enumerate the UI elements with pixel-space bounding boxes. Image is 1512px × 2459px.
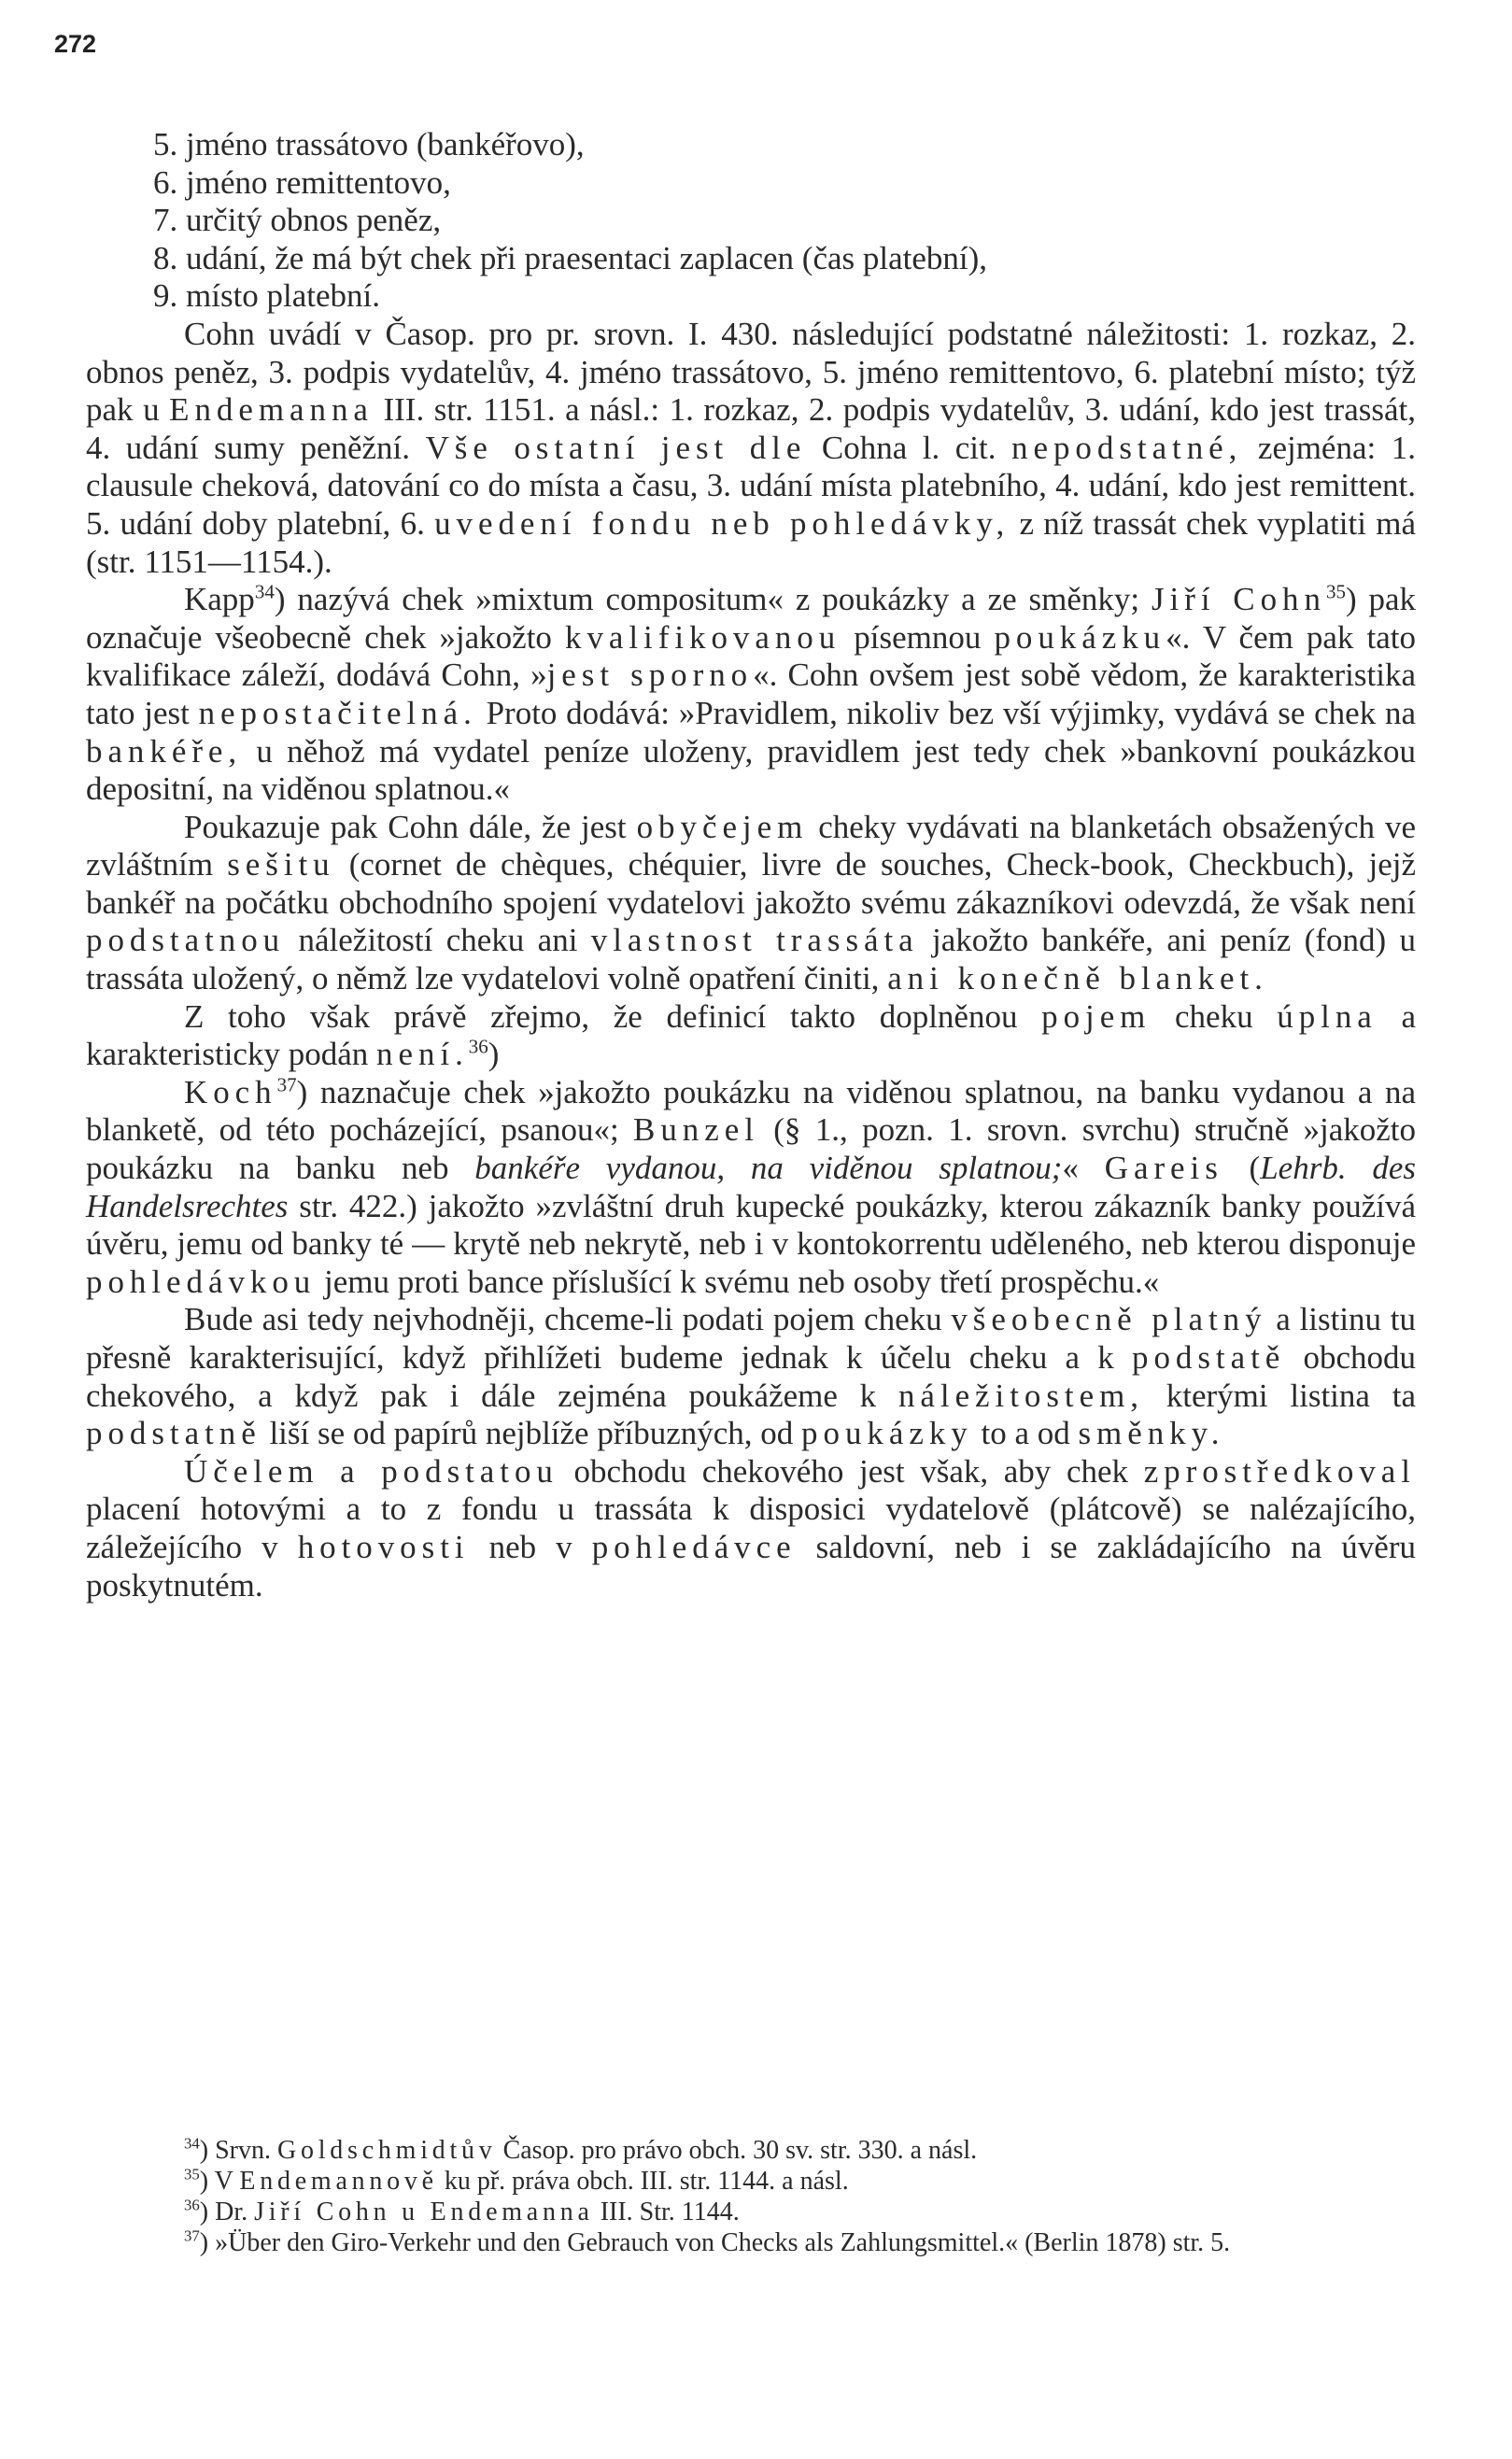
footnote-number: 37 [184, 2226, 200, 2245]
italic-text: Lehrb. des Handelsrechtes [86, 1150, 1417, 1224]
text-run: Kapp [184, 581, 255, 618]
spaced-text: Goldschmidtův [277, 2136, 497, 2165]
text-run: III. Str. 1144. [593, 2198, 740, 2226]
text-run: to a od [972, 1415, 1079, 1452]
text-run: obchodu chekového jest však, aby chek [558, 1452, 1144, 1490]
spaced-text: náležitostem, [897, 1377, 1144, 1414]
text-run: kterými listina ta [1143, 1377, 1416, 1414]
list-item: 9. místo platební. [153, 277, 381, 315]
spaced-text: Jiří Cohn u Endemanna [254, 2198, 594, 2226]
spaced-text: všeobecně platný [951, 1301, 1267, 1338]
text-run: ku př. práva obch. III. str. 1144. a násl. [437, 2167, 849, 2196]
text-run: písemnou [841, 618, 995, 656]
list-item: 7. určitý obnos peněz, [153, 202, 442, 239]
footnote [86, 2197, 1416, 2227]
spaced-text: pohledávce [591, 1528, 797, 1565]
spaced-text: Koch [184, 1073, 277, 1110]
text-run: náležitostí cheku ani [285, 922, 591, 959]
text-run: ) »Über den Giro-Verkehr und den Gebrauch von Checks als Zahlungsmittel.« (Berlin 1878) str. 5. [199, 2228, 1231, 2257]
text-run: ( [1222, 1150, 1261, 1187]
paragraph-purpose [86, 1453, 1416, 1604]
footnote-ref: 35 [1325, 580, 1346, 603]
text-run: z níž trassát chek vyplatiti má (str. 1151—1154.). [86, 504, 1416, 580]
text-run: jemu proti bance příslušící k svému neb osoby třetí prospěchu.« [316, 1263, 1160, 1300]
text-run: cheky vydávati na blanketách obsažených ve zvláštním [86, 808, 1416, 883]
spaced-text: hotovosti [297, 1528, 470, 1565]
spaced-text: podstatně [86, 1415, 261, 1452]
text-run: III. str. 1151. a násl.: 1. rozkaz, 2. podpis vydatelův, 3. udání, kdo jest trassát, 4. udání sumy peněžní. [86, 391, 1416, 466]
text-run: Proto dodává: »Pravidlem, nikoliv bez vší výjimky, vydává se chek na [476, 694, 1416, 731]
text-run: Z toho však právě zřejmo, že definicí takto doplněnou [184, 997, 1042, 1035]
spaced-text: bankéře, [86, 732, 243, 770]
text-run: liší se od papírů nejblíže příbuzných, od [261, 1415, 802, 1452]
spaced-text: jest sporno [546, 657, 754, 694]
footnote-ref: 34 [254, 580, 275, 603]
text-run: obchodu chekového, a když pak i dále zejména poukážeme k [86, 1339, 1416, 1414]
text-run: ) Dr. [199, 2198, 255, 2226]
spaced-text: směnky. [1078, 1415, 1225, 1452]
text-run: Poukazuje pak Cohn dále, že jest [184, 808, 637, 845]
text-run: str. 422.) jakožto »zvláštní druh kupecké poukázky, kterou zákazník banky používá úvěru, jemu od banky té — krytě neb nekrytě, neb i v kontokorrentu uděleného, neb kterou disponuje [86, 1187, 1416, 1263]
text-run: placení hotovými a to z fondu u trassáta k disposici vydatelově (plátcově) se nalézajícího, záležejícího v [86, 1491, 1416, 1565]
spaced-text: kvalifikovanou [565, 618, 841, 656]
footnote-number: 35 [184, 2165, 200, 2183]
text-run: a listinu tu přesně karakterisující, když přihlížeti budeme jednak k účelu cheku a k [86, 1301, 1416, 1376]
spaced-text: pojem [1041, 997, 1152, 1035]
spaced-text: nepostačitelná. [198, 694, 477, 731]
footnote-number: 36 [184, 2196, 200, 2214]
text-run: ) Srvn. [199, 2136, 278, 2165]
paragraph-koch [86, 1074, 1416, 1302]
spaced-text: podstatě [1132, 1339, 1286, 1376]
text-run: «. Cohn ovšem jest sobě vědom, že karakteristika tato jest [86, 657, 1416, 731]
text-run: Časop. pro právo obch. 30 sv. str. 330. a násl. [496, 2136, 978, 2165]
italic-text: bankéře vydanou, na viděnou splatnou; [474, 1150, 1063, 1187]
spaced-text: poukázku [994, 618, 1166, 656]
spaced-text: vlastnost trassáta [590, 922, 919, 959]
text-run: Cohna l. cit. [806, 429, 1012, 466]
spaced-text: Endemannově [239, 2167, 438, 2196]
spaced-text: podstatnou [86, 922, 286, 959]
text-run: ) pak označuje všeobecně chek »jakožto [86, 581, 1416, 656]
text-run: « [1062, 1150, 1105, 1187]
text-run: Bude asi tedy nejvhodněji, chceme-li podati pojem cheku [184, 1301, 952, 1338]
spaced-text: zprostředkoval [1143, 1452, 1416, 1490]
footnotes [86, 2135, 1416, 2258]
main-text [86, 126, 1416, 1604]
text-run: «. V čem pak tato kvalifikace záleží, dodává Cohn, » [86, 618, 1416, 694]
text-run: (cornet de chèques, chéquier, livre de souches, Check-book, Checkbuch), jejž bankéř na počátku obchodního spojení vydatelovi jakožto svému zákazníkovi odevzdá, že však není [86, 846, 1416, 921]
footnote-ref: 37 [276, 1073, 297, 1096]
spaced-text: uvedení fondu neb pohledávky, [434, 504, 1010, 542]
text-run: zejména: 1. clausule cheková, datování co do místa a času, 3. udání místa platebního, 4. udání, kdo jest remittent. 5. udání doby platební, 6. [86, 429, 1417, 542]
spaced-text: poukázky [801, 1415, 973, 1452]
spaced-text: Jiří Cohn [1151, 581, 1326, 618]
text-run: ) [488, 1036, 500, 1073]
spaced-text: obyčejem [636, 808, 809, 845]
list-item: 6. jméno remittentovo, [153, 163, 451, 201]
paragraph-general-concept [86, 1301, 1416, 1452]
text-run: Cohn uvádí v Časop. pro pr. srovn. I. 430. následující podstatné náležitosti: 1. rozkaz, 2. obnos peněz, 3. podpis vydatelův, 4. jméno trassátovo, 5. jméno remittentovo, 6. platební místo; týž pak u [86, 315, 1416, 429]
paragraph-cohn-requisites [86, 316, 1416, 581]
paragraph-definition [86, 998, 1416, 1074]
list-item: 5. jméno trassátovo (bankéřovo), [153, 126, 585, 163]
list-item: 8. udání, že má být chek při praesentaci zaplacen (čas platební), [153, 239, 988, 276]
text-run: ) V [199, 2167, 240, 2196]
text-run: (§ 1., pozn. 1. srovn. svrchu) stručně »jakožto poukázku na banku neb [86, 1111, 1416, 1187]
spaced-text: Vše ostatní jest dle [425, 429, 807, 466]
footnote [86, 2135, 1416, 2166]
page-number: 272 [54, 30, 97, 58]
spaced-text: není. [376, 1036, 469, 1073]
spaced-text: ani konečně blanket. [887, 960, 1268, 997]
text-run: saldovní, neb i se zakládajícího na úvěru poskytnutém. [86, 1528, 1416, 1604]
spaced-text: Účelem a podstatou [184, 1452, 558, 1490]
spaced-text: sešitu [227, 846, 335, 883]
paragraph-cohn-blankets [86, 809, 1416, 998]
spaced-text: nepodstatné, [1011, 429, 1243, 466]
text-run: u něhož má vydatel peníze uloženy, pravidlem jest tedy chek »bankovní poukázkou depositní, na viděnou splatnou.« [86, 732, 1416, 808]
spaced-text: Endemanna [169, 391, 374, 429]
footnote-ref: 36 [468, 1035, 488, 1058]
spaced-text: Bunzel [633, 1111, 759, 1149]
footnote-number: 34 [184, 2134, 200, 2153]
spaced-text: úplna [1277, 997, 1378, 1035]
text-run: a karakteristicky podán [86, 997, 1416, 1073]
spaced-text: pohledávkou [86, 1263, 317, 1300]
text-run: ) nazývá chek »mixtum compositum« z poukázky a ze směnky; [274, 581, 1152, 618]
text-run: neb v [469, 1528, 592, 1565]
spaced-text: Gareis [1104, 1150, 1223, 1187]
text-run: cheku [1151, 997, 1278, 1035]
footnote [86, 2166, 1416, 2197]
text-run: ) naznačuje chek »jakožto poukázku na viděnou splatnou, na banku vydanou a na blanketě, od této pocházející, psanou«; [86, 1073, 1416, 1149]
text-run: jakožto bankéře, ani peníz (fond) u trassáta uložený, o němž lze vydatelovi volně opatření činiti, [86, 922, 1416, 997]
footnote [86, 2227, 1416, 2258]
paragraph-kapp [86, 581, 1416, 809]
